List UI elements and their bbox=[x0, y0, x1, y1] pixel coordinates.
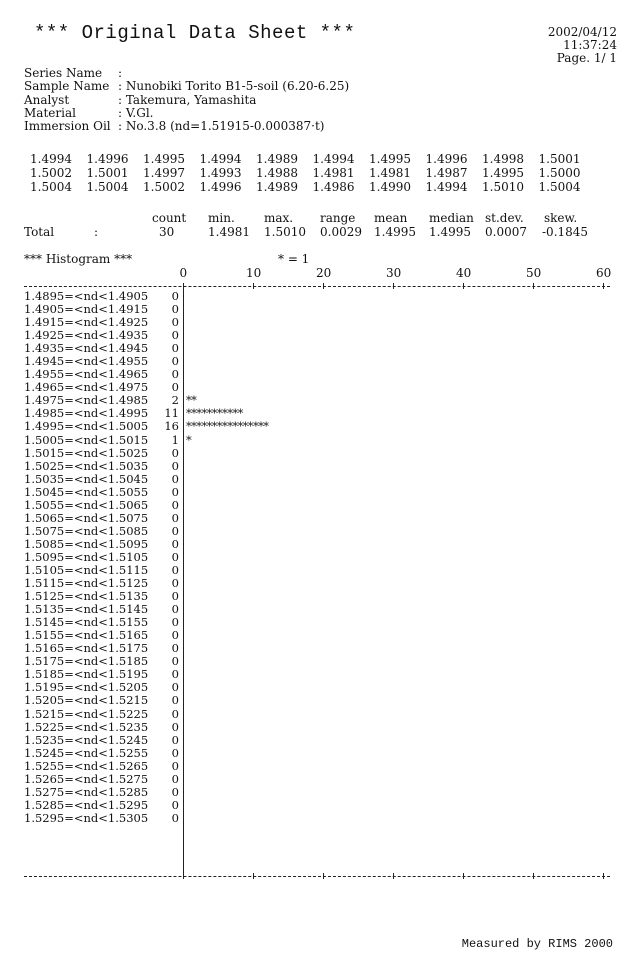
bin-range: 1.4955=<nd<1.4965 bbox=[24, 367, 149, 382]
bin-count: 0 bbox=[171, 458, 179, 473]
histogram-bin bbox=[24, 760, 614, 773]
footer-note: Measured by RIMS 2000 bbox=[461, 937, 613, 951]
histogram-top-rule bbox=[24, 286, 610, 287]
header-label: Analyst bbox=[24, 92, 70, 107]
value-cell: 1.4994 bbox=[30, 152, 72, 166]
histogram-bin bbox=[24, 734, 614, 747]
header-label: Sample Name bbox=[24, 79, 110, 94]
bin-count: 0 bbox=[171, 380, 179, 395]
stats-value: 1.4981 bbox=[208, 225, 250, 239]
summary-statistics bbox=[24, 211, 624, 239]
bin-count: 0 bbox=[171, 771, 179, 786]
header-label: Series Name bbox=[24, 66, 103, 80]
histogram-bin bbox=[24, 499, 614, 512]
report-time: 11:37:24 bbox=[563, 38, 617, 52]
histogram-title: *** Histogram *** bbox=[24, 252, 133, 266]
histogram-bin bbox=[24, 799, 614, 812]
bin-range: 1.5125=<nd<1.5135 bbox=[24, 589, 149, 604]
bin-count: 0 bbox=[171, 289, 179, 303]
bin-bar: * bbox=[186, 432, 192, 447]
bin-count: 0 bbox=[171, 445, 179, 460]
scale-tick-mark bbox=[393, 283, 394, 289]
bin-range: 1.5005=<nd<1.5015 bbox=[24, 432, 149, 447]
stats-header: count bbox=[152, 211, 187, 225]
scale-tick-mark-bottom bbox=[253, 873, 254, 879]
histogram-bin bbox=[24, 512, 614, 525]
stats-value: 0.0007 bbox=[485, 225, 527, 239]
bin-range: 1.5275=<nd<1.5285 bbox=[24, 784, 149, 799]
bin-count: 0 bbox=[171, 341, 179, 356]
scale-tick-label: 20 bbox=[316, 266, 332, 280]
bin-range: 1.5115=<nd<1.5125 bbox=[24, 576, 149, 591]
histogram-bin bbox=[24, 486, 614, 499]
value-cell: 1.5001 bbox=[86, 166, 129, 180]
bin-range: 1.5265=<nd<1.5275 bbox=[24, 771, 149, 786]
scale-tick-mark-bottom bbox=[603, 873, 604, 879]
scale-tick-mark bbox=[323, 283, 324, 289]
stats-value: 30 bbox=[159, 225, 175, 239]
bin-count: 16 bbox=[164, 419, 179, 434]
value-row bbox=[30, 166, 595, 180]
bin-range: 1.4895=<nd<1.4905 bbox=[24, 289, 149, 303]
bin-count: 0 bbox=[171, 562, 179, 577]
histogram-bottom-rule bbox=[24, 876, 610, 877]
stats-value: 0.0029 bbox=[320, 225, 362, 239]
header-value: : bbox=[118, 66, 123, 80]
bin-range: 1.5295=<nd<1.5305 bbox=[24, 810, 149, 825]
scale-tick-mark-bottom bbox=[463, 873, 464, 879]
bin-count: 2 bbox=[171, 393, 179, 408]
bin-range: 1.5135=<nd<1.5145 bbox=[24, 602, 149, 617]
histogram-bin bbox=[24, 708, 614, 721]
histogram-bin bbox=[24, 420, 614, 433]
scale-tick-mark bbox=[603, 283, 604, 289]
value-cell: 1.4996 bbox=[425, 152, 468, 166]
value-cell: 1.4989 bbox=[256, 180, 298, 194]
bin-range: 1.4995=<nd<1.5005 bbox=[24, 419, 149, 434]
bin-range: 1.5155=<nd<1.5165 bbox=[24, 628, 149, 643]
bin-range: 1.5175=<nd<1.5185 bbox=[24, 654, 149, 669]
value-cell: 1.5002 bbox=[30, 166, 72, 180]
page-number: Page. 1/ 1 bbox=[556, 51, 617, 65]
bin-bar: **************** bbox=[186, 419, 269, 434]
bin-range: 1.4915=<nd<1.4925 bbox=[24, 315, 149, 330]
stats-header: max. bbox=[264, 211, 294, 225]
stats-header: skew. bbox=[544, 211, 578, 225]
bin-count: 0 bbox=[171, 719, 179, 734]
scale-tick-mark-bottom bbox=[323, 873, 324, 879]
bin-range: 1.4935=<nd<1.4945 bbox=[24, 341, 149, 356]
bin-count: 0 bbox=[171, 654, 179, 669]
value-cell: 1.4986 bbox=[312, 180, 355, 194]
bin-count: 0 bbox=[171, 484, 179, 499]
stats-header: mean bbox=[374, 211, 408, 225]
scale-tick-mark bbox=[533, 283, 534, 289]
measurement-values bbox=[30, 152, 595, 194]
scale-tick-label: 0 bbox=[179, 266, 188, 280]
bin-bar: ** bbox=[186, 393, 197, 408]
bin-range: 1.5025=<nd<1.5035 bbox=[24, 458, 149, 473]
bin-range: 1.5045=<nd<1.5055 bbox=[24, 484, 149, 499]
value-cell: 1.4997 bbox=[143, 166, 185, 180]
value-cell: 1.5004 bbox=[86, 180, 129, 194]
bin-range: 1.4925=<nd<1.4935 bbox=[24, 328, 149, 343]
value-cell: 1.4995 bbox=[369, 152, 411, 166]
bin-count: 0 bbox=[171, 549, 179, 564]
histogram-bin bbox=[24, 721, 614, 734]
stats-value: 1.4995 bbox=[374, 225, 416, 239]
value-cell: 1.4996 bbox=[86, 152, 129, 166]
bin-range: 1.5285=<nd<1.5295 bbox=[24, 797, 149, 812]
value-cell: 1.4989 bbox=[256, 152, 298, 166]
bin-count: 0 bbox=[171, 784, 179, 799]
bin-range: 1.5095=<nd<1.5105 bbox=[24, 549, 149, 564]
header-row bbox=[24, 120, 349, 133]
bin-range: 1.5195=<nd<1.5205 bbox=[24, 680, 149, 695]
bin-count: 0 bbox=[171, 680, 179, 695]
scale-tick-label: 40 bbox=[456, 266, 472, 280]
histogram-bin bbox=[24, 773, 614, 786]
bin-count: 0 bbox=[171, 328, 179, 343]
stats-header: median bbox=[429, 211, 474, 225]
stats-total-row bbox=[24, 225, 624, 239]
scale-tick-mark bbox=[463, 283, 464, 289]
value-cell: 1.5010 bbox=[482, 180, 524, 194]
stats-header-row bbox=[24, 211, 624, 225]
value-cell: 1.4993 bbox=[199, 166, 242, 180]
scale-tick-mark-bottom bbox=[393, 873, 394, 879]
scale-tick-mark bbox=[253, 283, 254, 289]
stats-row-label: Total bbox=[24, 225, 55, 239]
scale-tick-mark-bottom bbox=[533, 873, 534, 879]
page-title: *** Original Data Sheet *** bbox=[34, 22, 356, 44]
sample-header bbox=[24, 67, 349, 133]
histogram-bin bbox=[24, 538, 614, 551]
bin-bar: *********** bbox=[186, 406, 243, 421]
bin-count: 0 bbox=[171, 615, 179, 630]
value-cell: 1.4994 bbox=[425, 180, 468, 194]
header-label: Material bbox=[24, 105, 76, 120]
bin-range: 1.5105=<nd<1.5115 bbox=[24, 562, 149, 577]
bin-range: 1.4905=<nd<1.4915 bbox=[24, 302, 149, 317]
header-value: : No.3.8 (nd=1.51915-0.000387·t) bbox=[118, 119, 325, 134]
header-row bbox=[24, 94, 349, 107]
value-cell: 1.4996 bbox=[199, 180, 242, 194]
histogram-bins bbox=[24, 290, 614, 825]
value-cell: 1.5004 bbox=[30, 180, 72, 194]
value-cell: 1.4981 bbox=[312, 166, 355, 180]
bin-range: 1.5075=<nd<1.5085 bbox=[24, 523, 149, 538]
bin-count: 1 bbox=[171, 432, 179, 447]
bin-range: 1.5205=<nd<1.5215 bbox=[24, 693, 149, 708]
bin-range: 1.4975=<nd<1.4985 bbox=[24, 393, 149, 408]
header-row bbox=[24, 67, 349, 80]
value-cell: 1.4998 bbox=[482, 152, 524, 166]
bin-range: 1.5055=<nd<1.5065 bbox=[24, 497, 149, 512]
histogram-bin bbox=[24, 747, 614, 760]
value-cell: 1.4995 bbox=[143, 152, 185, 166]
header-value: : V.Gl. bbox=[118, 105, 154, 120]
value-cell: 1.4995 bbox=[482, 166, 524, 180]
bin-count: 0 bbox=[171, 602, 179, 617]
stats-value: 1.4995 bbox=[429, 225, 471, 239]
report-date: 2002/04/12 bbox=[547, 25, 617, 39]
header-value: : Nunobiki Torito B1-5-soil (6.20-6.25) bbox=[118, 79, 350, 94]
histogram-scale-note: * = 1 bbox=[278, 252, 310, 266]
header-value: : Takemura, Yamashita bbox=[118, 92, 257, 107]
bin-count: 0 bbox=[171, 628, 179, 643]
bin-range: 1.5245=<nd<1.5255 bbox=[24, 745, 149, 760]
bin-range: 1.4965=<nd<1.4975 bbox=[24, 380, 149, 395]
bin-range: 1.4945=<nd<1.4955 bbox=[24, 354, 149, 369]
bin-count: 0 bbox=[171, 641, 179, 656]
header-row bbox=[24, 80, 349, 93]
bin-range: 1.4985=<nd<1.4995 bbox=[24, 406, 149, 421]
bin-count: 0 bbox=[171, 497, 179, 512]
bin-count: 0 bbox=[171, 302, 179, 317]
bin-range: 1.5235=<nd<1.5245 bbox=[24, 732, 149, 747]
bin-count: 0 bbox=[171, 745, 179, 760]
bin-count: 0 bbox=[171, 315, 179, 330]
bin-range: 1.5185=<nd<1.5195 bbox=[24, 667, 149, 682]
scale-tick-label: 60 bbox=[596, 266, 612, 280]
header-label: Immersion Oil bbox=[24, 119, 111, 134]
histogram-bin bbox=[24, 447, 614, 460]
stats-value: -0.1845 bbox=[542, 225, 589, 239]
histogram-bin bbox=[24, 786, 614, 799]
histogram-bin bbox=[24, 525, 614, 538]
bin-range: 1.5145=<nd<1.5155 bbox=[24, 615, 149, 630]
histogram-bin bbox=[24, 812, 614, 825]
histogram-scale bbox=[0, 266, 639, 282]
bin-count: 0 bbox=[171, 367, 179, 382]
scale-tick-label: 30 bbox=[386, 266, 402, 280]
stats-header: range bbox=[320, 211, 356, 225]
scale-tick-label: 50 bbox=[526, 266, 542, 280]
scale-tick-label: 10 bbox=[246, 266, 262, 280]
bin-count: 0 bbox=[171, 589, 179, 604]
bin-count: 0 bbox=[171, 706, 179, 721]
value-cell: 1.4994 bbox=[312, 152, 355, 166]
histogram-bin bbox=[24, 460, 614, 473]
value-cell: 1.5000 bbox=[538, 166, 581, 180]
value-row bbox=[30, 180, 595, 194]
bin-count: 0 bbox=[171, 732, 179, 747]
bin-count: 0 bbox=[171, 536, 179, 551]
stats-row-colon: : bbox=[94, 225, 99, 239]
value-row bbox=[30, 152, 595, 166]
bin-count: 0 bbox=[171, 354, 179, 369]
value-cell: 1.5001 bbox=[538, 152, 581, 166]
bin-count: 0 bbox=[171, 471, 179, 486]
histogram-bin bbox=[24, 694, 614, 707]
bin-range: 1.5035=<nd<1.5045 bbox=[24, 471, 149, 486]
value-cell: 1.4988 bbox=[256, 166, 298, 180]
histogram-bin bbox=[24, 473, 614, 486]
value-cell: 1.4987 bbox=[425, 166, 468, 180]
stats-value: 1.5010 bbox=[264, 225, 306, 239]
bin-range: 1.5085=<nd<1.5095 bbox=[24, 536, 149, 551]
bin-range: 1.5225=<nd<1.5235 bbox=[24, 719, 149, 734]
value-cell: 1.5002 bbox=[143, 180, 185, 194]
stats-header: min. bbox=[208, 211, 235, 225]
bin-range: 1.5065=<nd<1.5075 bbox=[24, 510, 149, 525]
bin-count: 0 bbox=[171, 576, 179, 591]
bin-count: 0 bbox=[171, 667, 179, 682]
bin-count: 0 bbox=[171, 510, 179, 525]
bin-count: 11 bbox=[164, 406, 179, 421]
bin-range: 1.5215=<nd<1.5225 bbox=[24, 706, 149, 721]
bin-count: 0 bbox=[171, 810, 179, 825]
value-cell: 1.4994 bbox=[199, 152, 242, 166]
date-block bbox=[548, 26, 617, 65]
value-cell: 1.4990 bbox=[369, 180, 411, 194]
bin-count: 0 bbox=[171, 693, 179, 708]
bin-count: 0 bbox=[171, 797, 179, 812]
value-cell: 1.5004 bbox=[538, 180, 581, 194]
histogram-bin bbox=[24, 434, 614, 447]
bin-count: 0 bbox=[171, 523, 179, 538]
value-cell: 1.4981 bbox=[369, 166, 411, 180]
stats-header: st.dev. bbox=[485, 211, 524, 225]
bin-range: 1.5015=<nd<1.5025 bbox=[24, 445, 149, 460]
bin-count: 0 bbox=[171, 758, 179, 773]
bin-range: 1.5255=<nd<1.5265 bbox=[24, 758, 149, 773]
bin-range: 1.5165=<nd<1.5175 bbox=[24, 641, 149, 656]
header-row bbox=[24, 107, 349, 120]
